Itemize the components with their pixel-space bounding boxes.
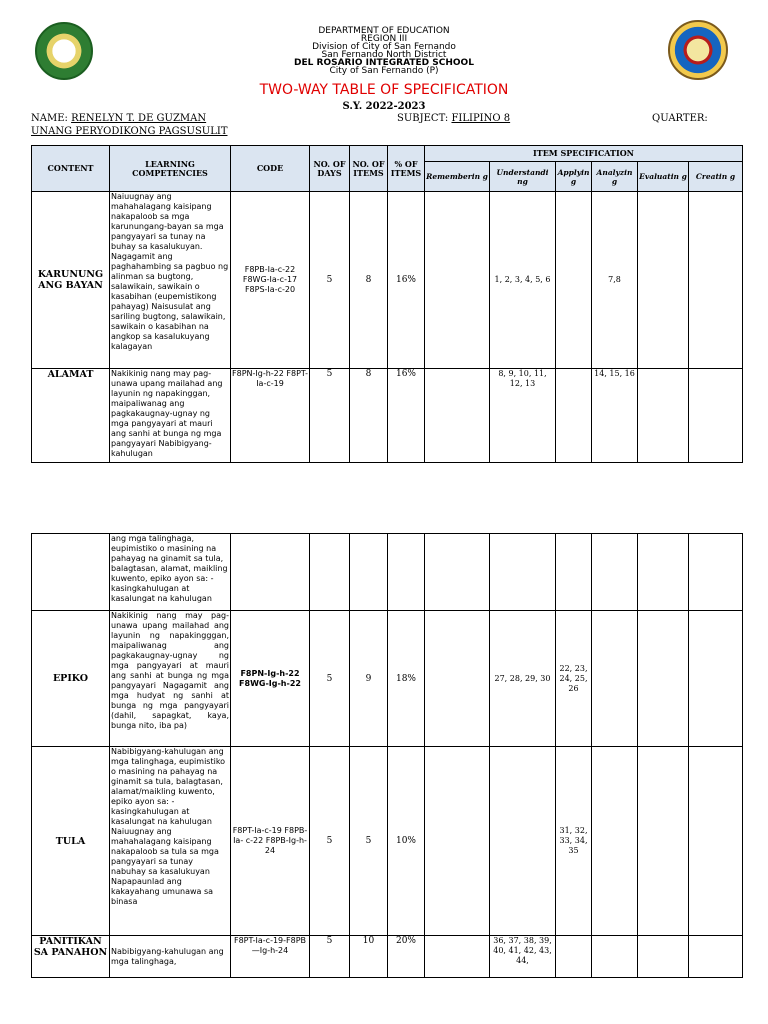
name-value: RENELYN T. DE GUZMAN [71,113,207,124]
letterhead [0,27,768,75]
subject-label: SUBJECT: [397,113,449,124]
header-city: City of San Fernando (P) [329,66,439,76]
days-cell: 5 [310,611,350,747]
table-row [32,192,743,369]
content-cell [32,534,110,611]
header-remembering: Rememberin g [425,162,490,192]
subject-line [397,113,510,124]
table-row [32,936,743,978]
content-cell: ALAMAT [32,369,110,463]
table-row [32,611,743,747]
evaluating-cell [638,611,689,747]
items-cell: 8 [350,192,388,369]
specification-table-page-1 [31,145,743,463]
code-cell: F8PT-Ia-c-19-F8PB—Ig-h-24 [231,936,310,978]
percent-cell [388,534,425,611]
header-analyzing: Analyzin g [592,162,638,192]
specification-table-page-2 [31,533,743,978]
applying-cell [556,369,592,463]
understanding-cell [490,747,556,936]
header-content: CONTENT [32,146,110,192]
remembering-cell [425,192,490,369]
days-cell: 5 [310,192,350,369]
content-cell: TULA [32,747,110,936]
code-cell: F8PB-Ia-c-22 F8WG-Ia-c-17 F8PS-Ia-c-20 [231,192,310,369]
code-cell: F8PT-Ia-c-19 F8PB- Ia- c-22 F8PB-Ig-h-24 [231,747,310,936]
evaluating-cell [638,747,689,936]
applying-cell [556,192,592,369]
items-cell: 9 [350,611,388,747]
percent-cell: 20% [388,936,425,978]
table-row [32,747,743,936]
analyzing-cell [592,611,638,747]
competency-cell: Nakikinig nang may pag-unawa upang mailahad ang layunin ng napakinggan, maipaliwanag ang pagkakaugnay-ugnay ng mga pangyayari at mauri ang sanhi at bunga ng mga pangyayari Nabibigyang-kahulugan [110,369,231,463]
applying-cell: 22, 23, 24, 25, 26 [556,611,592,747]
remembering-cell [425,611,490,747]
days-cell [310,534,350,611]
school-year: S.Y. 2022-2023 [342,101,426,112]
header-code: CODE [231,146,310,192]
header-creating: Creatin g [689,162,743,192]
items-cell: 10 [350,936,388,978]
header-evaluating: Evaluatin g [638,162,689,192]
name-label: NAME: [31,113,68,124]
evaluating-cell [638,192,689,369]
quarter-label: QUARTER: [652,113,708,124]
analyzing-cell [592,936,638,978]
understanding-cell: 27, 28, 29, 30 [490,611,556,747]
creating-cell [689,369,743,463]
code-cell: F8PN-Ig-h-22 F8PT-Ia-c-19 [231,369,310,463]
code-cell: F8PN-Ig-h-22 F8WG-Ig-h-22 [231,611,310,747]
understanding-cell [490,534,556,611]
items-cell: 5 [350,747,388,936]
table-row [32,369,743,463]
percent-cell: 18% [388,611,425,747]
analyzing-cell: 14, 15, 16 [592,369,638,463]
percent-cell: 10% [388,747,425,936]
remembering-cell [425,369,490,463]
header-line: DEPARTMENT OF EDUCATION [318,26,450,36]
percent-cell: 16% [388,369,425,463]
analyzing-cell: 7,8 [592,192,638,369]
creating-cell [689,936,743,978]
competency-cell: Nabibigyang-kahulugan ang mga talinghaga, [110,936,231,978]
evaluating-cell [638,369,689,463]
name-line [31,113,206,124]
content-cell: PANITIKAN SA PANAHON [32,936,110,978]
remembering-cell [425,936,490,978]
understanding-cell: 1, 2, 3, 4, 5, 6 [490,192,556,369]
header-line: REGION III [360,34,408,44]
header-percent: % OF ITEMS [388,146,425,192]
competency-cell: Nakikinig nang may pag-unawa upang mailahad ang layunin ng napakingggan, maipaliwanag ang pagkakaugnay-ugnay ng mga pangyayari at mauri ang sanhi at bunga ng mga pangyayari Nagagamit ang mga hudyat ng sanhi at bunga ng mga pangyayari (dahil, sapagkat, kaya, bunga nito, iba pa) [110,611,231,747]
competency-cell: Nabibigyang-kahulugan ang mga talinghaga, eupimistiko o masining na pahayag na ginamit sa tula, balagtasan, alamat/maikling kuwento, epiko ayon sa: - kasingkahulugan at kasalungat na kahulugan Naiuugnay ang mahahalagang kaisipang nakapaloob sa tula sa mga pangyayari sa tunay nabuhay sa kasalukuyan Napapaunlad ang kakayahang umunawa sa binasa [110,747,231,936]
understanding-cell: 8, 9, 10, 11, 12, 13 [490,369,556,463]
applying-cell [556,534,592,611]
header-line: Division of City of San Fernando [312,42,456,52]
days-cell: 5 [310,369,350,463]
table-row [32,534,743,611]
remembering-cell [425,747,490,936]
header-item-specification: ITEM SPECIFICATION [425,146,743,162]
header-line: San Fernando North District [321,50,447,60]
remembering-cell [425,534,490,611]
evaluating-cell [638,936,689,978]
creating-cell [689,747,743,936]
creating-cell [689,534,743,611]
applying-cell: 31, 32, 33, 34, 35 [556,747,592,936]
applying-cell [556,936,592,978]
header-items: NO. OF ITEMS [350,146,388,192]
header-competencies: LEARNING COMPETENCIES [110,146,231,192]
items-cell: 8 [350,369,388,463]
percent-cell: 16% [388,192,425,369]
analyzing-cell [592,747,638,936]
content-cell: KARUNUNG ANG BAYAN [32,192,110,369]
code-cell [231,534,310,611]
analyzing-cell [592,534,638,611]
header-days: NO. OF DAYS [310,146,350,192]
header-understanding: Understandi ng [490,162,556,192]
evaluating-cell [638,534,689,611]
days-cell: 5 [310,747,350,936]
creating-cell [689,192,743,369]
school-name: DEL ROSARIO INTEGRATED SCHOOL [294,58,474,68]
days-cell: 5 [310,936,350,978]
subject-value: FILIPINO 8 [451,113,511,124]
understanding-cell: 36, 37, 38, 39, 40, 41, 42, 43, 44, [490,936,556,978]
competency-cell: ang mga talinghaga, eupimistiko o masining na pahayag na ginamit sa tula, balagtasan, alamat, maikling kuwento, epiko ayon sa: -kasingkahulugan at kasalungat na kahulugan [110,534,231,611]
competency-cell: Naiuugnay ang mahahalagang kaisipang nakapaloob sa mga karunungang-bayan sa mga pangyayari sa tunay na buhay sa kasalukuyan. Nagagamit ang paghahambing sa pagbuo ng alinman sa bugtong, salawikain, sawikain o kasabihan (eupemistikong pahayag) Naisusulat ang sariling bugtong, salawikain, sawikain o kasabihan na angkop sa kasalukuyang kalagayan [110,192,231,369]
content-cell: EPIKO [32,611,110,747]
exam-title: UNANG PERYODIKONG PAGSUSULIT [31,126,228,137]
items-cell [350,534,388,611]
creating-cell [689,611,743,747]
document-title: TWO-WAY TABLE OF SPECIFICATION [259,82,509,98]
header-applying: Applyin g [556,162,592,192]
